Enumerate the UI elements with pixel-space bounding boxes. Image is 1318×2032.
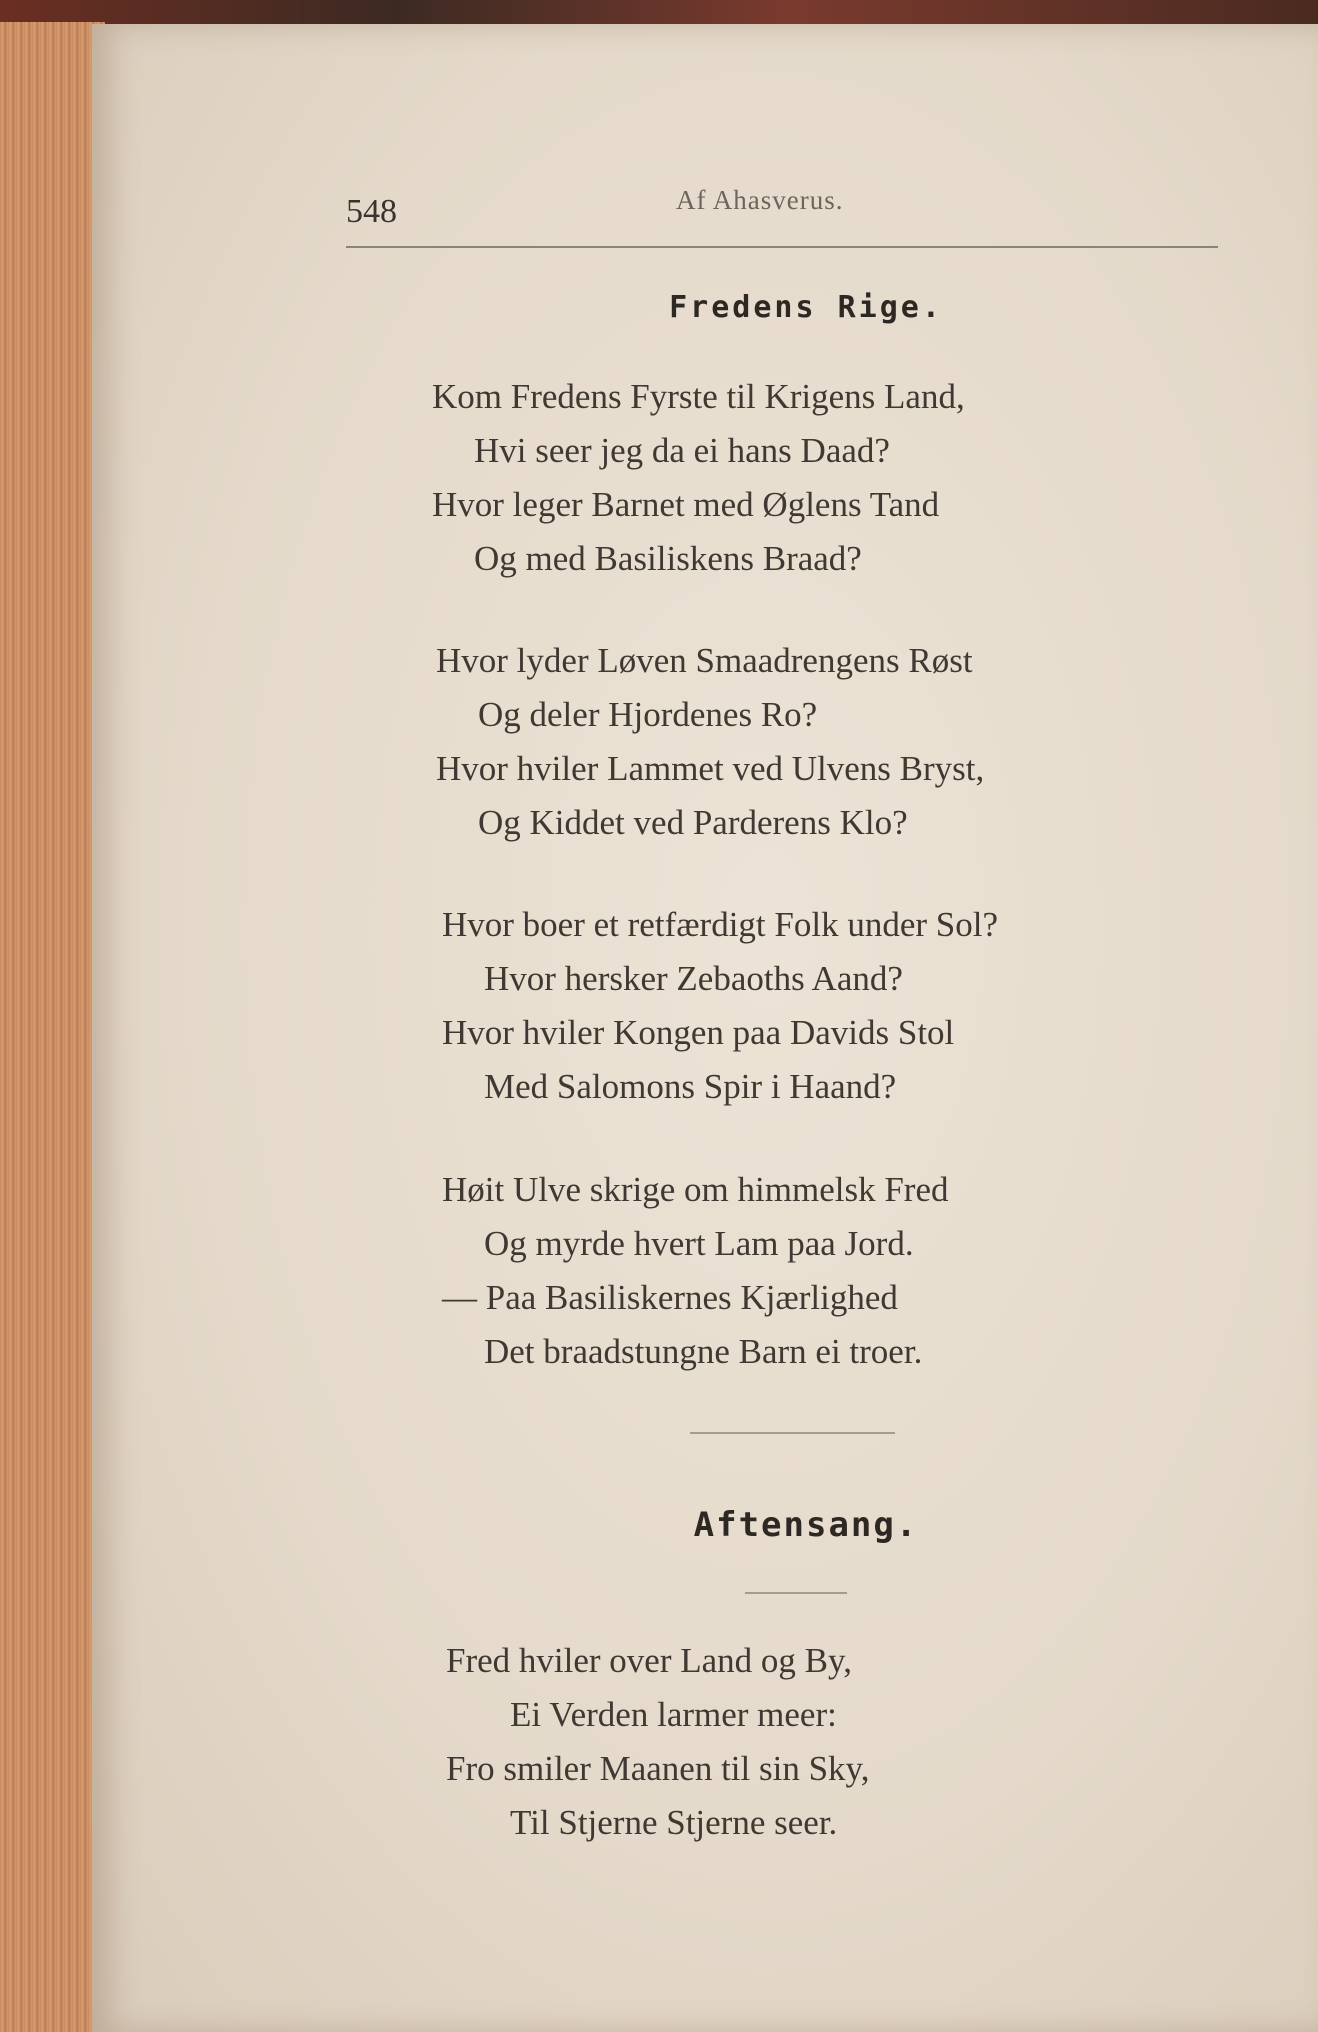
poem-title: Aftensang. (693, 1505, 919, 1545)
verse-line: Hvor lyder Løven Smaadrengens Røst (436, 641, 973, 680)
poem-title: Fredens Rige. (669, 290, 943, 325)
verse-line: Og med Basiliskens Braad? (474, 539, 862, 578)
verse-line: Hvor hviler Lammet ved Ulvens Bryst, (436, 749, 985, 788)
page-edges (0, 22, 105, 2032)
verse-line: Høit Ulve skrige om himmelsk Fred (442, 1170, 949, 1209)
verse-line: Hvor boer et retfærdigt Folk under Sol? (442, 905, 999, 944)
verse-line: Hvi seer jeg da ei hans Daad? (474, 431, 890, 470)
verse-line: — Paa Basiliskernes Kjærlighed (442, 1278, 898, 1317)
verse-line: Fro smiler Maanen til sin Sky, (446, 1749, 870, 1788)
verse-line: Det braadstungne Barn ei troer. (484, 1332, 923, 1371)
verse-line: Til Stjerne Stjerne seer. (510, 1803, 838, 1842)
verse-line: Ei Verden larmer meer: (510, 1695, 837, 1734)
stanza (432, 370, 965, 586)
header-rule (346, 246, 1218, 248)
verse-line: Hvor hersker Zebaoths Aand? (484, 959, 903, 998)
stanza (446, 1634, 870, 1850)
verse-line: Hvor hviler Kongen paa Davids Stol (442, 1013, 955, 1052)
verse-line: Og Kiddet ved Parderens Klo? (478, 803, 908, 842)
stanza (436, 634, 984, 850)
stanza (442, 1163, 948, 1379)
verse-line: Fred hviler over Land og By, (446, 1641, 852, 1680)
verse-line: Og deler Hjordenes Ro? (478, 695, 818, 734)
running-head: Af Ahasverus. (676, 185, 844, 215)
verse-line: Hvor leger Barnet med Øglens Tand (432, 485, 940, 524)
section-divider (690, 1432, 895, 1434)
page-header (346, 185, 1216, 245)
verse-line: Kom Fredens Fyrste til Krigens Land, (432, 377, 965, 416)
verse-line: Og myrde hvert Lam paa Jord. (484, 1224, 914, 1263)
title-rule (745, 1592, 847, 1594)
verse-line: Med Salomons Spir i Haand? (484, 1067, 897, 1106)
stanza (442, 898, 998, 1114)
page-number: 548 (346, 193, 397, 230)
